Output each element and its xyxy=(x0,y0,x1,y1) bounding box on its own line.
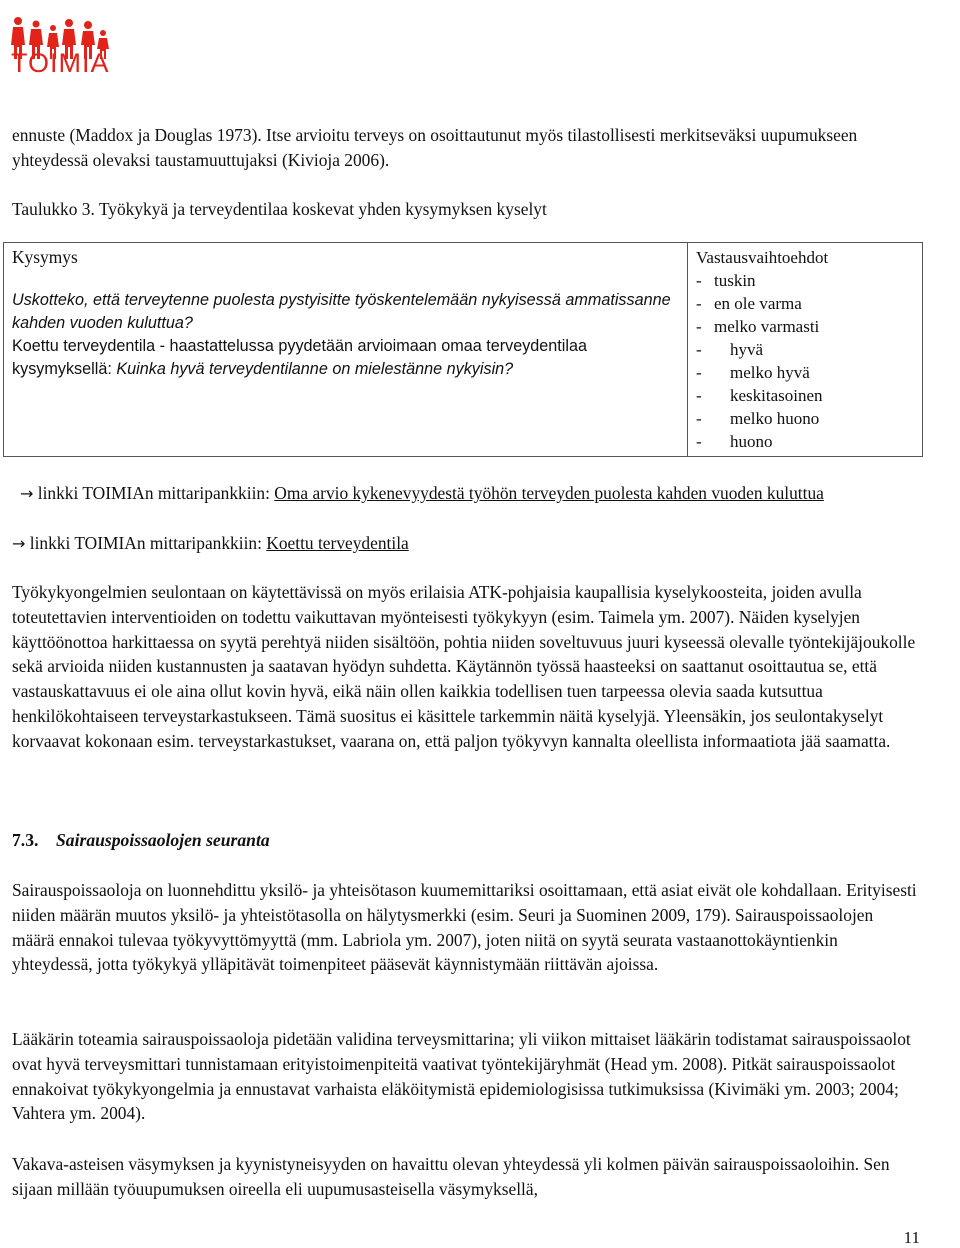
option-item: - melko huono xyxy=(696,409,820,428)
option-item: - huono xyxy=(696,432,773,451)
page-number: 11 xyxy=(903,1228,920,1247)
paragraph-sick-leave: Sairauspoissaoloja on luonnehdittu yksilö- ja yhteisötason kuumemittariksi osoittamaan, että asiat eivät ole kohdallaan. Erityisesti niiden määrän muutos yksilö- ja yhteistötasolla on hälytysmerkki (esim. Seuri ja Suominen 2009, 179). Sairauspoissaolojen määrä ennakoi tulevaa työkyvyttömyyttä (mm. Labriola ym. 2007), joten niitä on syytä seurata vastaanottokäyntienkin yhteydessä, jotta työkykyä ylläpitävät toimenpiteet pääsevät käynnistymään riittävän ajoissa. xyxy=(12,880,917,975)
section-title: Sairauspoissaolojen seuranta xyxy=(56,830,270,850)
question-health-lead: Koettu terveydentila - haastattelussa pyydetään arvioimaan omaa terveydentilaa kysymyksellä: xyxy=(12,337,587,378)
link-work-ability-measure[interactable]: Oma arvio kykenevyydestä työhön terveyden puolesta kahden vuoden kuluttua xyxy=(274,483,824,503)
table-caption-label: Taulukko 3. xyxy=(12,199,95,219)
survey-table xyxy=(3,242,923,457)
section-number: 7.3. xyxy=(12,830,39,850)
paragraph-fatigue: Vakava-asteisen väsymyksen ja kyynistyneisyyden on havaittu olevan yhteydessä yli kolmen päivän sairauspoissaoloihin. Sen sijaan millään työuupumuksen oireella eli uupumusasteisella väsymyksellä, xyxy=(12,1154,890,1199)
answer-options-cell xyxy=(688,243,923,457)
question-cell xyxy=(4,243,688,457)
link-line-2: → linkki TOIMIAn mittaripankkiin: Koettu terveydentila xyxy=(12,533,409,553)
column-header-options: Vastausvaihtoehdot xyxy=(696,248,829,267)
column-header-question: Kysymys xyxy=(12,247,78,267)
link-line-1: → linkki TOIMIAn mittaripankkiin: Oma arvio kykenevyydestä työhön terveyden puolesta kahden vuoden kuluttua xyxy=(12,481,892,507)
arrow-right-icon: → xyxy=(12,534,26,553)
question-health-status xyxy=(12,335,679,381)
option-item: - melko varmasti xyxy=(696,317,820,336)
option-item: - melko hyvä xyxy=(696,363,810,382)
link-perceived-health[interactable]: Koettu terveydentila xyxy=(266,533,409,553)
option-item: - tuskin xyxy=(696,271,756,290)
paragraph-physician-sick-leave: Lääkärin toteamia sairauspoissaoloja pidetään validina terveysmittarina; yli viikon mittaiset lääkärin todistamat sairauspoissaolot ovat hyvä terveysmittari tunnistamaan erityistoimenpiteitä vaativat työntekijäryhmät (Head ym. 2008). Pitkät sairauspoissaolot ennakoivat työkykyongelmia ja ennustavat varhaista eläköitymistä epidemiologisissa tutkimuksissa (Kivimäki ym. 2003; 2004; Vahtera ym. 2004). xyxy=(12,1029,911,1124)
table-caption xyxy=(12,197,917,222)
toimia-logo-text: TOIMIA xyxy=(11,48,110,78)
section-heading xyxy=(12,830,270,851)
table-caption-text: Työkykyä ja terveydentilaa koskevat yhden kysymyksen kyselyt xyxy=(94,199,547,219)
question-work-ability: Uskotteko, että terveytenne puolesta pystyisitte työskentelemään nykyisessä ammatissanne kahden vuoden kuluttua? xyxy=(12,291,671,332)
option-item: - hyvä xyxy=(696,340,764,359)
question-health-italic: Kuinka hyvä terveydentilanne on mielestänne nykyisin? xyxy=(116,360,514,378)
intro-paragraph: ennuste (Maddox ja Douglas 1973). Itse arvioitu terveys on osoittautunut myös tilastollisesti merkitseväksi uupumukseen yhteydessä olevaksi taustamuuttujaksi (Kivioja 2006). xyxy=(12,125,858,170)
option-item: - en ole varma xyxy=(696,294,802,313)
option-item: - keskitasoinen xyxy=(696,386,823,405)
paragraph-screening: Työkykyongelmien seulontaan on käytettävissä on myös erilaisia ATK-pohjaisia kaupallisia kyselykoosteita, joiden avulla toteutettavien interventioiden on todettu vaikuttavan myönteisesti työkykyyn (esim. Taimela ym. 2007). Näiden kyselyjen käyttöönottoa harkittaessa on syytä perehtyä niiden sisältöön, pohtia niiden soveltuvuus juuri kyseessä olevalle työntekijäjoukolle sekä arvioida niiden kustannusten ja saatavan hyödyn suhdetta. Käytännön työssä haasteeksi on saattanut osoittautua se, että vastauskattavuus ei ole aina ollut kovin hyvä, eikä näin ollen kaikkia todellisen tuen tarpeessa olevia saada kutsuttua henkilökohtaiseen terveystarkastukseen. Tämä suositus ei käsittele tarkemmin näitä kyselyjä. Yleensäkin, jos seulontakyselyt korvaavat kokonaan esim. terveystarkastukset, vaarana on, että paljon työkyvyn kannalta oleellista informaatiota jää saamatta. xyxy=(12,582,916,751)
arrow-right-icon: → xyxy=(20,484,34,503)
